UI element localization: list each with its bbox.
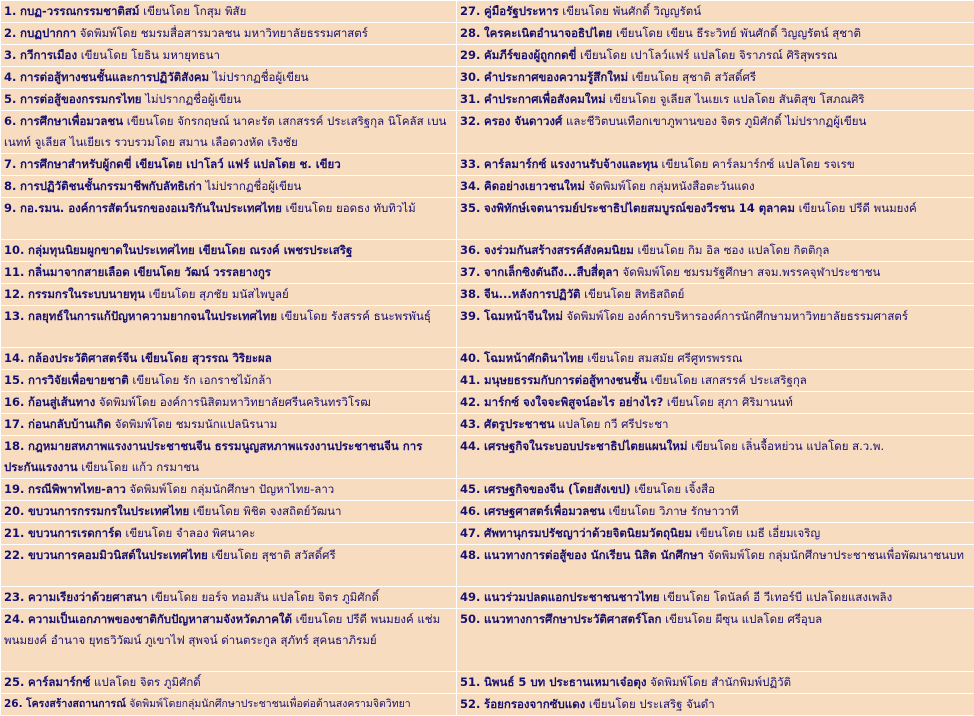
list-item bbox=[1, 392, 457, 414]
list-item bbox=[1, 609, 457, 672]
entry-title: กลุ่มทุนนิยมผูกขาดในประเทศไทย เขียนโดย ณรงค์ เพชรประเสริฐ bbox=[28, 243, 352, 257]
entry-details: เขียนโดย ยอดธง ทับทิวไม้ bbox=[282, 201, 416, 215]
entry-number: 24. bbox=[4, 612, 24, 626]
table-row bbox=[1, 1, 974, 23]
list-item bbox=[457, 284, 974, 306]
entry-details: เขียนโดย ผีซุน แปลโดย ศรีอุบล bbox=[662, 612, 823, 626]
list-item bbox=[1, 284, 457, 306]
entry-number: 17. bbox=[4, 417, 24, 431]
entry-details: ไม่ปรากฏชื่อผู้เขียน bbox=[202, 179, 301, 193]
entry-details: เขียนโดย สุภา ศิริมานนท์ bbox=[663, 395, 793, 409]
entry-title: โครงสร้างสถานการณ์ bbox=[26, 698, 126, 710]
entry-title: ขบวนการกรรมกรในประเทศไทย bbox=[28, 504, 189, 518]
list-item bbox=[457, 370, 974, 392]
entry-number: 41. bbox=[460, 373, 480, 387]
entry-number: 20. bbox=[4, 504, 24, 518]
entry-title: คำประกาศของความรู้สึกใหม่ bbox=[484, 70, 628, 84]
entry-details: แปลโดย กวี ศรีประชา bbox=[555, 417, 669, 431]
entry-title: ความเป็นเอกภาพของชาติกับปัญหาสามจังหวัดภาคใต้ bbox=[28, 612, 292, 626]
table-row bbox=[1, 545, 974, 587]
list-item bbox=[457, 111, 974, 154]
list-item bbox=[457, 67, 974, 89]
entry-details: เขียนโดย สุชาติ สวัสดิ์ศรี bbox=[208, 548, 336, 562]
entry-details: เขียนโดย รังสรรค์ ธนะพรพันธุ์ bbox=[277, 309, 431, 323]
entry-number: 2. bbox=[4, 26, 16, 40]
entry-title: แนวทางการต่อสู้ของ นักเรียน นิสิต นักศึกษา bbox=[484, 548, 704, 562]
entry-details: เขียนโดย วิภาษ รักษาวาที bbox=[605, 504, 739, 518]
entry-title: การต่อสู้ทางชนชั้นและการปฏิวัติสังคม bbox=[20, 70, 209, 84]
entry-title: ก่อนกลับบ้านเกิด bbox=[28, 417, 111, 431]
entry-details: จัดพิมพ์โดย กลุ่มนักศึกษาประชาชนเพื่อพัฒนาชนบท bbox=[704, 548, 964, 562]
entry-number: 37. bbox=[460, 265, 480, 279]
list-item bbox=[1, 89, 457, 111]
entry-details: เขียนโดย โยธิน มหายุทธนา bbox=[77, 48, 220, 62]
entry-details: เขียนโดย ประเสริฐ จันดำ bbox=[585, 697, 714, 711]
table-row bbox=[1, 198, 974, 240]
entry-title: จงร่วมกันสร้างสรรค์สังคมนิยม bbox=[484, 243, 634, 257]
list-item bbox=[1, 501, 457, 523]
table-row bbox=[1, 23, 974, 45]
entry-title: กอ.รมน. องค์การสัตว์นรกของอเมริกันในประเทศไทย bbox=[20, 201, 282, 215]
list-item bbox=[457, 198, 974, 240]
entry-number: 23. bbox=[4, 590, 24, 604]
entry-details: เขียนโดย รัก เอกราชไม้กล้า bbox=[129, 373, 272, 387]
list-item bbox=[1, 414, 457, 436]
list-item bbox=[457, 1, 974, 23]
entry-details: จัดพิมพ์โดย กลุ่มนักศึกษา ปัญหาไทย-ลาว bbox=[126, 482, 334, 496]
entry-number: 18. bbox=[4, 439, 24, 453]
entry-number: 34. bbox=[460, 179, 480, 193]
entry-details: และชีวิตบนเทือกเขาภูพานของ จิตร ภูมิศักดิ์ ไม่ปรากฏผู้เขียน bbox=[562, 114, 866, 128]
entry-title: นิพนธ์ 5 บท ประธานเหมาเจ๋อตุง bbox=[484, 675, 646, 689]
entry-title: ใครคะเนิตอำนาจอธิปไตย bbox=[484, 26, 612, 40]
entry-number: 15. bbox=[4, 373, 24, 387]
entry-title: เศรษฐกิจของจีน (โดยสังเขป) bbox=[484, 482, 631, 496]
table-row bbox=[1, 306, 974, 348]
entry-title: กวีการเมือง bbox=[20, 48, 77, 62]
list-item bbox=[457, 45, 974, 67]
table-row bbox=[1, 348, 974, 370]
list-item bbox=[457, 176, 974, 198]
entry-title: มนุษยธรรมกับการต่อสู้ทางชนชั้น bbox=[484, 373, 647, 387]
list-item bbox=[457, 392, 974, 414]
entry-details: จัดพิมพ์โดย กลุ่มหนังสือตะวันแดง bbox=[585, 179, 755, 193]
list-item bbox=[1, 306, 457, 348]
entry-title: กบฏปากกา bbox=[20, 26, 76, 40]
table-row bbox=[1, 392, 974, 414]
entry-title: แนวทางการศึกษาประวัติศาสตร์โลก bbox=[484, 612, 661, 626]
entry-number: 49. bbox=[460, 590, 480, 604]
list-item bbox=[1, 672, 457, 694]
entry-details: เขียนโดย สุภชัย มนัสไพบูลย์ bbox=[145, 287, 289, 301]
entry-number: 44. bbox=[460, 439, 480, 453]
entry-title: ครอง จันดาวงศ์ bbox=[484, 114, 562, 128]
list-item bbox=[1, 198, 457, 240]
entry-details: เขียนโดย จักรกฤษณ์ นาคะรัต เสกสรรค์ ประเสริฐกุล นิโคลัส เบนเนทท์ จูเลียส ไนเยียเร รวบรวมโดย สมาน เลือดวงหัด เริงชัย bbox=[4, 114, 446, 149]
entry-title: เศรษฐกิจในระบอบประชาธิปไตยแผนใหม่ bbox=[484, 439, 687, 453]
entry-details: เขียนโดย เจิ้งสือ bbox=[631, 482, 715, 496]
entry-number: 29. bbox=[460, 48, 480, 62]
entry-title: คาร์ลมาร์กซ์ แรงงานรับจ้างและทุน bbox=[484, 157, 658, 171]
table-row bbox=[1, 694, 974, 716]
entry-number: 21. bbox=[4, 526, 24, 540]
entry-title: คาร์ลมาร์กซ์ bbox=[28, 675, 90, 689]
list-item bbox=[457, 672, 974, 694]
list-item bbox=[457, 23, 974, 45]
list-item bbox=[1, 523, 457, 545]
list-item bbox=[457, 587, 974, 609]
entry-number: 25. bbox=[4, 675, 24, 689]
list-item bbox=[1, 111, 457, 154]
list-item bbox=[1, 348, 457, 370]
entry-details: เขียนโดย โกสุม พิสัย bbox=[140, 4, 247, 18]
entry-title: ความเรียงว่าด้วยศาสนา bbox=[28, 590, 147, 604]
entry-details: เขียนโดย เลิ่นจื้อหย่วน แปลโดย ส.ว.พ. bbox=[687, 439, 884, 453]
entry-details: เขียนโดย จูเลียส ไนเยเร แปลโดย สันติสุข โสภณศิริ bbox=[606, 92, 865, 106]
table-row bbox=[1, 479, 974, 501]
entry-title: โฉมหน้าศักดินาไทย bbox=[484, 351, 584, 365]
entry-number: 4. bbox=[4, 70, 16, 84]
table-row bbox=[1, 672, 974, 694]
entry-title: คิดอย่างเยาวชนใหม่ bbox=[484, 179, 585, 193]
list-item bbox=[1, 545, 457, 587]
entry-title: จีน...หลังการปฏิวัติ bbox=[484, 287, 581, 301]
list-item bbox=[457, 348, 974, 370]
entry-details: เขียนโดย จำลอง พิศนาคะ bbox=[122, 526, 256, 540]
table-row bbox=[1, 154, 974, 176]
entry-title: การศึกษาสำหรับผู้กดขี่ เขียนโดย เปาโลว์ แฟร์ แปลโดย ช. เขียว bbox=[20, 157, 341, 171]
list-item bbox=[457, 523, 974, 545]
entry-title: กลิ่นมาจากสายเลือด เขียนโดย วัฒน์ วรรลยางกูร bbox=[28, 265, 271, 279]
entry-number: 8. bbox=[4, 179, 16, 193]
entry-number: 11. bbox=[4, 265, 24, 279]
entry-details: จัดพิมพ์โดย องค์การบริหารองค์การนักศึกษามหาวิทยาลัยธรรมศาสตร์ bbox=[563, 309, 908, 323]
list-item bbox=[1, 262, 457, 284]
entry-title: โฉมหน้าจีนใหม่ bbox=[484, 309, 563, 323]
entry-details: เขียนโดย เขียน ธีระวิทย์ พันศักดิ์ วิญญรัตน์ สุชาติ bbox=[612, 26, 861, 40]
entry-details: เขียนโดย ปรีดี พนมยงค์ bbox=[795, 201, 917, 215]
list-item bbox=[1, 45, 457, 67]
entry-number: 31. bbox=[460, 92, 480, 106]
entry-title: กลยุทธ์ในการแก้ปัญหาความยากจนในประเทศไทย bbox=[28, 309, 277, 323]
entry-details: เขียนโดย ปรีดี พนมยงค์ แช่ม พนมยงค์ อำนาจ ยุทธวิวัฒน์ ภูเขาไฟ สุพจน์ ด่านตระกูล สุภัทร์ สุคนธาภิรมย์ bbox=[4, 612, 440, 647]
entry-details: เขียนโดย คาร์ลมาร์กซ์ แปลโดย รจเรข bbox=[658, 157, 855, 171]
list-item bbox=[1, 23, 457, 45]
entry-number: 6. bbox=[4, 114, 16, 128]
entry-title: กรรมกรในระบบนายทุน bbox=[28, 287, 145, 301]
entry-number: 50. bbox=[460, 612, 480, 626]
entry-number: 26. bbox=[4, 698, 23, 710]
entry-details: เขียนโดย โดนัลด์ อี วีเทอร์บี แปลโดยแสงเพลิง bbox=[659, 590, 892, 604]
table-row bbox=[1, 240, 974, 262]
entry-details: จัดพิมพ์โดยกลุ่มนักศึกษาประชาชนเพื่อต่อต้านสงครามจิตวิทยา bbox=[126, 698, 411, 710]
entry-title: จงพิทักษ์เจตนารมย์ประชาธิปไตยสมบูรณ์ของวีรชน 14 ตุลาคม bbox=[484, 201, 795, 215]
list-item bbox=[1, 436, 457, 479]
entry-number: 9. bbox=[4, 201, 16, 215]
list-item bbox=[1, 1, 457, 23]
entry-number: 7. bbox=[4, 157, 16, 171]
entry-number: 1. bbox=[4, 4, 16, 18]
entry-number: 19. bbox=[4, 482, 24, 496]
table-row bbox=[1, 436, 974, 479]
list-item bbox=[457, 609, 974, 672]
entry-details: เขียนโดย สมสมัย ศรีศูทรพรรณ bbox=[584, 351, 743, 365]
entry-title: ร้อยกรองจากซับแดง bbox=[484, 697, 585, 711]
list-item bbox=[457, 545, 974, 587]
table-row bbox=[1, 523, 974, 545]
list-item bbox=[457, 262, 974, 284]
entry-title: กฎหมายสหภาพแรงงานประชาชนจีน ธรรมนูญสหภาพแรงงานประชาชนจีน การประกันแรงงาน bbox=[4, 439, 422, 474]
entry-number: 43. bbox=[460, 417, 480, 431]
entry-title: ศัตรูประชาชน bbox=[484, 417, 555, 431]
entry-title: กล้องประวัติศาสตร์จีน เขียนโดย สุวรรณ วิริยะผล bbox=[28, 351, 272, 365]
entry-number: 36. bbox=[460, 243, 480, 257]
entry-details: ไม่ปรากฏชื่อผู้เขียน bbox=[142, 92, 241, 106]
entry-details: จัดพิมพ์โดย ชมรมรัฐศึกษา สจม.พรรคจุฬาประชาชน bbox=[619, 265, 881, 279]
list-item bbox=[1, 154, 457, 176]
table-row bbox=[1, 284, 974, 306]
entry-number: 12. bbox=[4, 287, 24, 301]
list-item bbox=[457, 414, 974, 436]
entry-title: กบฏ-วรรณกรรมชาติสม์ bbox=[20, 4, 139, 18]
entry-number: 16. bbox=[4, 395, 24, 409]
entry-title: ขบวนการคอมมิวนิสต์ในประเทศไทย bbox=[28, 548, 208, 562]
entry-title: การศึกษาเพื่อมวลชน bbox=[20, 114, 123, 128]
table-row bbox=[1, 370, 974, 392]
entry-title: การต่อสู้ของกรรมกรไทย bbox=[20, 92, 142, 106]
entry-number: 14. bbox=[4, 351, 24, 365]
entry-number: 27. bbox=[460, 4, 480, 18]
entry-title: เศรษฐศาสตร์เพื่อมวลชน bbox=[484, 504, 605, 518]
table-row bbox=[1, 501, 974, 523]
entry-number: 48. bbox=[460, 548, 480, 562]
entry-title: ขบวนการเรดการ์ด bbox=[28, 526, 122, 540]
entry-details: เขียนโดย พิชิต จงสถิตย์วัฒนา bbox=[189, 504, 341, 518]
table-row bbox=[1, 176, 974, 198]
entry-title: จากเล็กซิงตันถึง...สืบสี่ตุลา bbox=[484, 265, 619, 279]
table-row bbox=[1, 587, 974, 609]
list-item bbox=[457, 306, 974, 348]
entry-number: 30. bbox=[460, 70, 480, 84]
table-row bbox=[1, 67, 974, 89]
entry-details: จัดพิมพ์โดย องค์การนิสิตมหาวิทยาลัยศรีนครินทรวิโรฒ bbox=[95, 395, 370, 409]
entry-title: การวิจัยเพื่อขายชาติ bbox=[28, 373, 129, 387]
entry-title: ก้อนสู่เส้นทาง bbox=[28, 395, 95, 409]
entry-number: 13. bbox=[4, 309, 24, 323]
table-row bbox=[1, 609, 974, 672]
entry-number: 5. bbox=[4, 92, 16, 106]
table-row bbox=[1, 111, 974, 154]
table-row bbox=[1, 262, 974, 284]
entry-details: แปลโดย จิตร ภูมิศักดิ์ bbox=[90, 675, 200, 689]
list-item bbox=[1, 694, 457, 716]
table-row bbox=[1, 414, 974, 436]
list-item bbox=[1, 370, 457, 392]
entry-number: 45. bbox=[460, 482, 480, 496]
table-row bbox=[1, 89, 974, 111]
list-item bbox=[1, 479, 457, 501]
list-item bbox=[457, 694, 974, 716]
entry-details: จัดพิมพ์โดย ชมรมสื่อสารมวลชน มหาวิทยาลัยธรรมศาสตร์ bbox=[76, 26, 368, 40]
table-row bbox=[1, 45, 974, 67]
entry-number: 10. bbox=[4, 243, 24, 257]
entry-title: คัมภีร์ของผู้ถูกกดขี่ bbox=[484, 48, 576, 62]
entry-details: เขียนโดย สุชาติ สวัสดิ์ศรี bbox=[628, 70, 756, 84]
list-item bbox=[457, 436, 974, 479]
entry-number: 28. bbox=[460, 26, 480, 40]
entry-number: 42. bbox=[460, 395, 480, 409]
list-item bbox=[457, 89, 974, 111]
entry-details: เขียนโดย แก้ว กรมาชน bbox=[78, 460, 199, 474]
list-item bbox=[1, 176, 457, 198]
entry-details: จัดพิมพ์โดย สำนักพิมพ์ปฏิวัติ bbox=[646, 675, 791, 689]
entry-title: การปฏิวัติชนชั้นกรรมาชีพกับลัทธิเก่า bbox=[20, 179, 202, 193]
list-item bbox=[1, 587, 457, 609]
entry-number: 33. bbox=[460, 157, 480, 171]
list-item bbox=[457, 479, 974, 501]
entry-details: ไม่ปรากฏชื่อผู้เขียน bbox=[209, 70, 308, 84]
list-item bbox=[457, 501, 974, 523]
entry-number: 35. bbox=[460, 201, 480, 215]
entry-details: จัดพิมพ์โดย ชมรมนักแปลนิรนาม bbox=[111, 417, 277, 431]
entry-details: เขียนโดย กิม อิล ซอง แปลโดย กิตติกุล bbox=[634, 243, 830, 257]
entry-number: 22. bbox=[4, 548, 24, 562]
entry-number: 39. bbox=[460, 309, 480, 323]
entry-details: เขียนโดย เมธี เอี่ยมเจริญ bbox=[692, 526, 820, 540]
entry-title: มาร์กซ์ จงใจจะพิสูจน์อะไร อย่างไร? bbox=[484, 395, 663, 409]
entry-title: คู่มือรัฐประหาร bbox=[484, 4, 559, 18]
list-item bbox=[457, 240, 974, 262]
entry-number: 40. bbox=[460, 351, 480, 365]
entry-details: เขียนโดย เสกสรรค์ ประเสริฐกุล bbox=[647, 373, 807, 387]
entry-details: เขียนโดย เปาโลว์แฟร์ แปลโดย จิราภรณ์ ศิริสุพรรณ bbox=[576, 48, 837, 62]
list-item bbox=[1, 240, 457, 262]
entry-number: 38. bbox=[460, 287, 480, 301]
entry-number: 3. bbox=[4, 48, 16, 62]
entry-number: 47. bbox=[460, 526, 480, 540]
entry-number: 51. bbox=[460, 675, 480, 689]
entry-details: เขียนโดย พันศักดิ์ วิญญรัตน์ bbox=[559, 4, 701, 18]
entry-number: 52. bbox=[460, 697, 480, 711]
entry-title: แนวร่วมปลดแอกประชาชนชาวไทย bbox=[484, 590, 659, 604]
entry-title: คำประกาศเพื่อสังคมใหม่ bbox=[484, 92, 606, 106]
entry-number: 32. bbox=[460, 114, 480, 128]
list-item bbox=[457, 154, 974, 176]
entry-title: ศัพทานุกรมปรัชญาว่าด้วยจิตนิยมวัตถุนิยม bbox=[484, 526, 692, 540]
entry-details: เขียนโดย สิทธิสถิตย์ bbox=[581, 287, 685, 301]
entry-title: กรณีพิพาทไทย-ลาว bbox=[28, 482, 126, 496]
list-item bbox=[1, 67, 457, 89]
entry-details: เขียนโดย ยอร์จ ทอมสัน แปลโดย จิตร ภูมิศักดิ์ bbox=[147, 590, 379, 604]
entry-number: 46. bbox=[460, 504, 480, 518]
